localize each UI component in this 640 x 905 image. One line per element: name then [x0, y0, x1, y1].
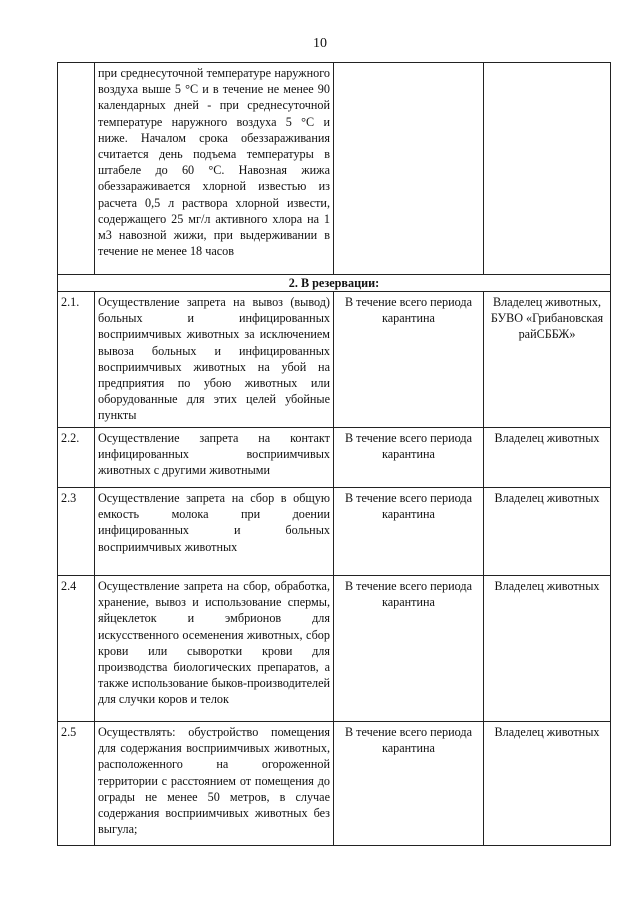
page-number: 10 [313, 36, 327, 51]
measure-text: Осуществление запрета на сбор, обработка, хранение, вывоз и использование спермы, яйцеклеток и эмбрионов для искусственного осеменения животных, сбор крови или сыворотки крови для производства биологических препаратов, а также использование быков-производителей для случки коров и телок [95, 576, 334, 722]
measure-text: Осуществление запрета на сбор в общую емкость молока при доении инфицированных и больных восприимчивых животных [95, 488, 334, 576]
measure-text: Осуществлять: обустройство помещения для содержания восприимчивых животных, расположенного на огороженной территории с расстоянием от помещения до ограды не менее 50 метров, в случае содержания восприимчивых животных без выгула; [95, 722, 334, 846]
row-number: 2.1. [58, 292, 95, 428]
responsible-text: Владелец животных, БУВО «Грибановская райСББЖ» [484, 292, 611, 428]
table-row [58, 292, 611, 428]
measure-text: при среднесуточной температуре наружного воздуха выше 5 °С и в течение не менее 90 календарных дней - при среднесуточной температуре наружного воздуха 5 °С и ниже. Началом срока обеззараживания считается день подъема температуры в штабеле до 60 °С. Навозная жижа обеззараживается хлорной известью из расчета 0,5 л раствора хлорной извести, содержащего 25 мг/л активного хлора на 1 м3 навозной жижи, при выдерживании в течение не менее 18 часов [95, 63, 334, 275]
term-cell [334, 63, 484, 275]
row-number: 2.3 [58, 488, 95, 576]
table-row [58, 722, 611, 846]
measure-text: Осуществление запрета на вывоз (вывод) больных и инфицированных восприимчивых животных за исключением вывоза больных и инфицированных восприимчивых животных на убой на предприятия по убою животных или оборудованные для этих целей убойные пункты [95, 292, 334, 428]
table-row [58, 576, 611, 722]
term-text: В течение всего периода карантина [334, 292, 484, 428]
row-number: 2.5 [58, 722, 95, 846]
responsible-text: Владелец животных [484, 428, 611, 488]
table-row [58, 428, 611, 488]
section-title: 2. В резервации: [58, 275, 611, 292]
term-text: В течение всего периода карантина [334, 722, 484, 846]
row-number-cell [58, 63, 95, 275]
table-row [58, 63, 611, 275]
row-number: 2.4 [58, 576, 95, 722]
responsible-cell [484, 63, 611, 275]
measures-table [57, 62, 611, 846]
section-row [58, 275, 611, 292]
term-text: В течение всего периода карантина [334, 576, 484, 722]
measure-text: Осуществление запрета на контакт инфицированных восприимчивых животных с другими животными [95, 428, 334, 488]
responsible-text: Владелец животных [484, 576, 611, 722]
term-text: В течение всего периода карантина [334, 488, 484, 576]
row-number: 2.2. [58, 428, 95, 488]
term-text: В течение всего периода карантина [334, 428, 484, 488]
responsible-text: Владелец животных [484, 488, 611, 576]
table-row [58, 488, 611, 576]
responsible-text: Владелец животных [484, 722, 611, 846]
